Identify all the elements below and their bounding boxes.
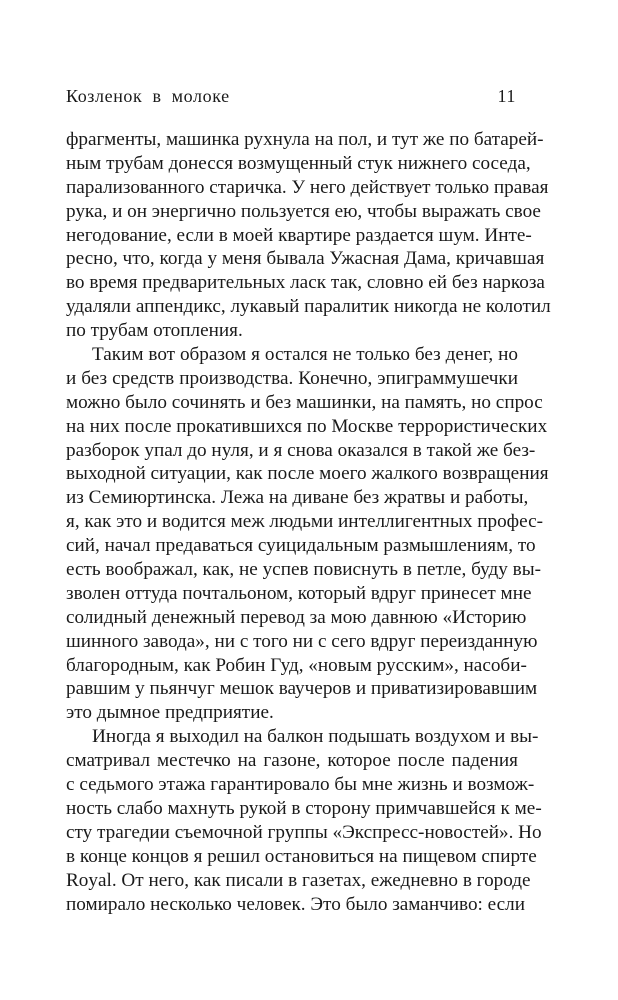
running-header <box>66 86 516 114</box>
text-line: Иногда я выходил на балкон подышать воздухом и вы- <box>92 726 539 748</box>
text-line: благородным, как Робин Гуд, «новым русским», насоби- <box>66 654 527 676</box>
text-line: рука, и он энергично пользуется ею, чтобы выражать свое <box>66 200 541 222</box>
paragraph <box>66 128 551 343</box>
text-line: сту трагедии съемочной группы «Экспресс-новостей». Но <box>66 821 542 843</box>
text-line: шинного завода», ни с того ни с сего вдруг переизданную <box>66 630 538 652</box>
running-title: Козленок в молоке <box>66 86 230 106</box>
text-line: по трубам отопления. <box>66 320 243 342</box>
text-line: с седьмого этажа гарантировало бы мне жизнь и возмож- <box>66 774 535 796</box>
text-line: я, как это и водится меж людьми интеллигентных профес- <box>66 511 544 533</box>
text-line: можно было сочинять и без машинки, на память, но спрос <box>66 391 543 413</box>
text-line: помирало несколько человек. Это было заманчиво: если <box>66 893 526 915</box>
text-line: солидный денежный перевод за мою давнюю «Историю <box>66 606 527 628</box>
text-line: на них после прокатившихся по Москве террористических <box>66 415 548 437</box>
paragraph <box>66 343 549 725</box>
text-line: во время предварительных ласк так, словно ей без наркоза <box>66 272 545 294</box>
page-number: 11 <box>497 86 516 106</box>
text-line: сий, начал предаваться суицидальным размышлениям, то <box>66 535 536 557</box>
text-line: и без средств производства. Конечно, эпиграммушечки <box>66 367 518 389</box>
body-text <box>66 128 551 916</box>
text-line: парализованного старичка. У него действует только правая <box>66 176 549 198</box>
text-line: негодование, если в моей квартире раздается шум. Инте- <box>66 224 532 246</box>
text-line: равшим у пьянчуг мешок ваучеров и приватизировавшим <box>66 678 538 700</box>
text-line: это дымное предприятие. <box>66 702 274 724</box>
text-line: фрагменты, машинка рухнула на пол, и тут же по батарей- <box>66 129 544 150</box>
text-line: сматривал местечко на газоне, которое после падения <box>66 750 518 772</box>
paragraph <box>66 725 542 916</box>
text-line: Таким вот образом я остался не только без денег, но <box>92 344 518 366</box>
text-line: Royal. От него, как писали в газетах, ежедневно в городе <box>66 869 531 891</box>
text-line: из Семиюртинска. Лежа на диване без жратвы и работы, <box>66 487 529 509</box>
text-line: удаляли аппендикс, лукавый паралитик никогда не колотил <box>66 296 551 318</box>
text-line: выходной ситуации, как после моего жалкого возвращения <box>66 463 549 485</box>
text-line: разборок упал до нуля, и я снова оказался в такой же без- <box>66 439 536 461</box>
text-line: ным трубам донесся возмущенный стук нижнего соседа, <box>66 152 531 174</box>
text-line: зволен оттуда почтальоном, который вдруг принесет мне <box>66 582 532 604</box>
text-line: в конце концов я решил остановиться на пищевом спирте <box>66 845 537 867</box>
text-line: есть воображал, как, не успев повиснуть в петле, буду вы- <box>66 559 541 581</box>
text-line: ресно, что, когда у меня бывала Ужасная Дама, кричавшая <box>66 248 545 270</box>
text-line: ность слабо махнуть рукой в сторону примчавшейся к ме- <box>66 797 542 819</box>
